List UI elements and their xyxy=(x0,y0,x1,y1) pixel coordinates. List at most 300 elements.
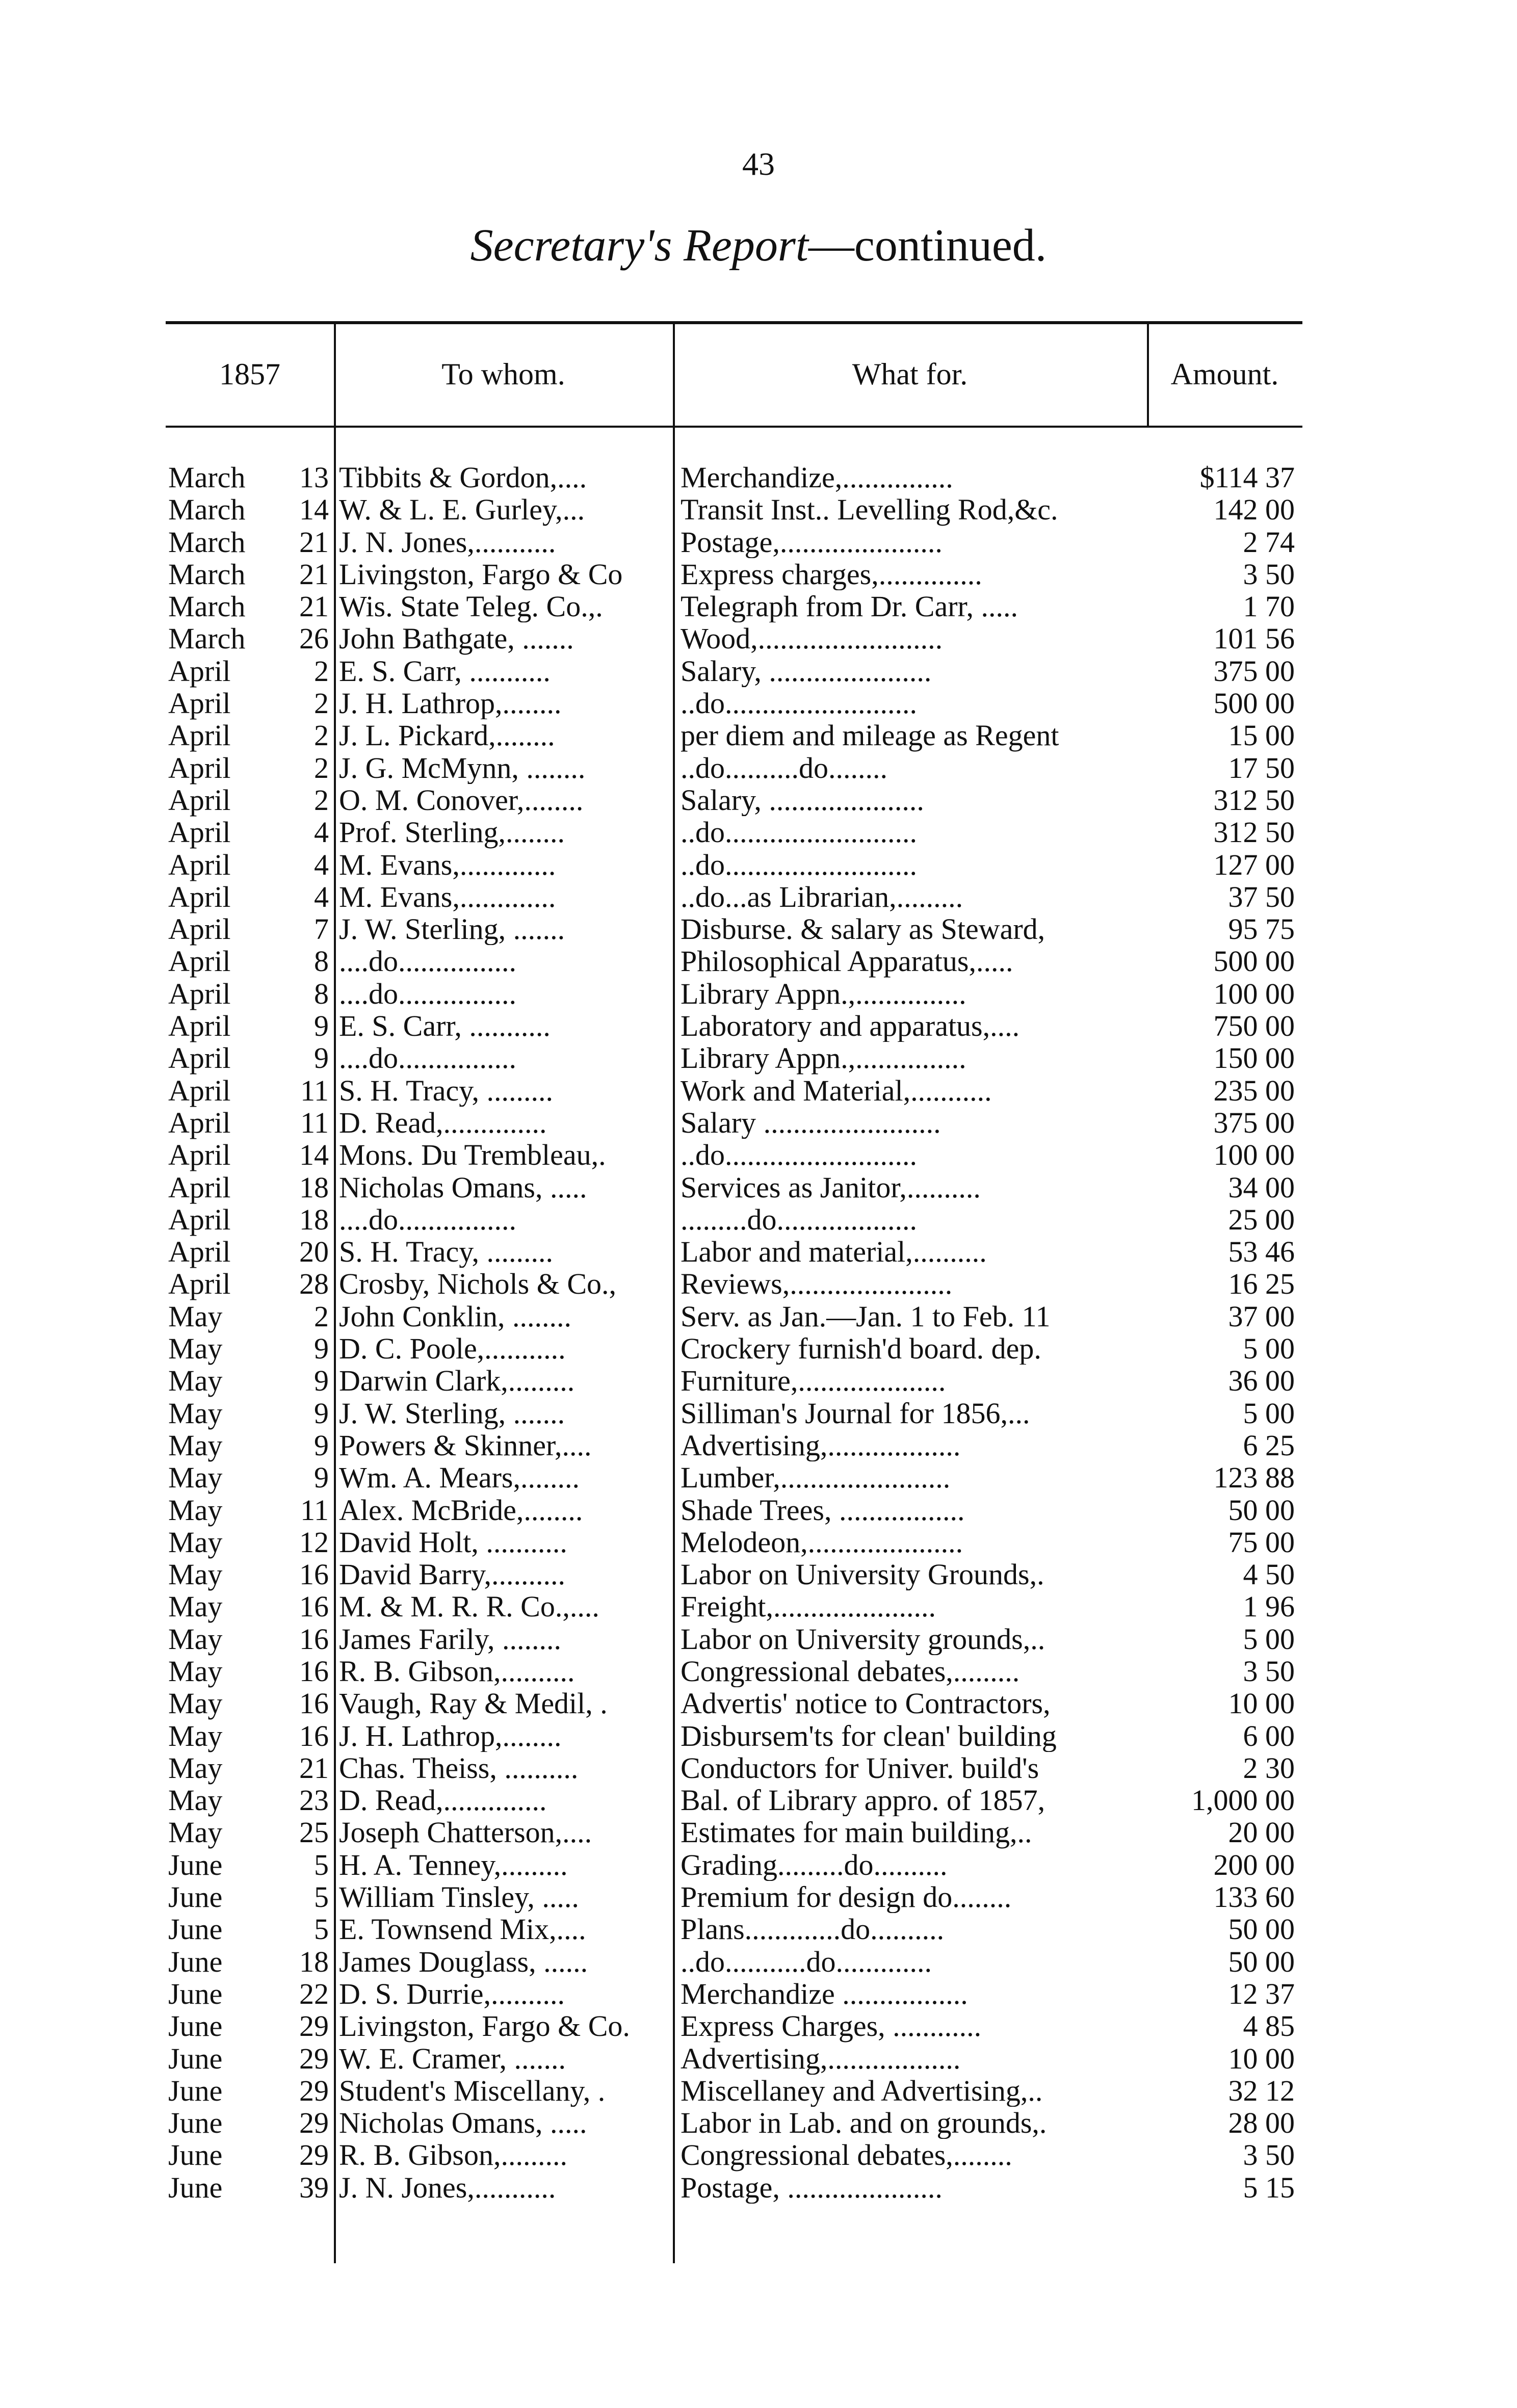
row-amount: 142 00 xyxy=(1213,493,1295,527)
row-what-for: ..do.......................... xyxy=(681,816,917,849)
row-month: April xyxy=(168,1106,231,1139)
table-row xyxy=(166,590,1302,622)
row-month: June xyxy=(168,2074,223,2107)
row-to-whom: E. S. Carr, ........... xyxy=(339,655,551,688)
row-what-for: Labor on University Grounds,. xyxy=(681,1558,1044,1591)
row-to-whom: M. & M. R. R. Co.,.... xyxy=(339,1590,599,1623)
row-month: May xyxy=(168,1525,223,1559)
row-day: 13 xyxy=(299,461,329,494)
table-body xyxy=(166,461,1302,2204)
row-to-whom: Livingston, Fargo & Co. xyxy=(339,2010,630,2043)
table-row xyxy=(166,1881,1302,1913)
row-what-for: Congressional debates,........ xyxy=(681,2139,1012,2171)
row-month: May xyxy=(168,1784,223,1817)
table-row xyxy=(166,1300,1302,1332)
row-amount: 50 00 xyxy=(1228,1913,1295,1946)
row-day: 9 xyxy=(314,1009,329,1043)
table-row xyxy=(166,881,1302,913)
row-month: May xyxy=(168,1364,223,1398)
row-day: 23 xyxy=(299,1784,329,1817)
table-row xyxy=(166,2010,1302,2042)
row-what-for: Lumber,....................... xyxy=(681,1461,951,1494)
row-amount: 15 00 xyxy=(1228,719,1295,752)
table-row xyxy=(166,719,1302,751)
row-month: May xyxy=(168,1622,223,1656)
row-to-whom: R. B. Gibson,.......... xyxy=(339,1655,575,1688)
row-month: May xyxy=(168,1558,223,1591)
row-to-whom: J. W. Sterling, ....... xyxy=(339,913,565,946)
row-to-whom: David Barry,.......... xyxy=(339,1558,566,1591)
row-what-for: Advertis' notice to Contractors, xyxy=(681,1687,1051,1720)
table-row xyxy=(166,1010,1302,1042)
row-what-for: Serv. as Jan.—Jan. 1 to Feb. 11 xyxy=(681,1300,1051,1333)
table-row xyxy=(166,816,1302,848)
row-amount: 75 00 xyxy=(1228,1525,1295,1559)
row-amount: 100 00 xyxy=(1213,1138,1295,1172)
row-what-for: Services as Janitor,.......... xyxy=(681,1171,981,1203)
row-what-for: Miscellaney and Advertising,.. xyxy=(681,2074,1043,2107)
row-what-for: Merchandize,............... xyxy=(681,461,953,494)
row-month: April xyxy=(168,1235,231,1269)
row-what-for: ..do..........do........ xyxy=(681,751,887,784)
table-row xyxy=(166,1236,1302,1268)
row-amount: 750 00 xyxy=(1213,1009,1295,1043)
row-month: March xyxy=(168,493,246,527)
row-what-for: ..do.......................... xyxy=(681,848,917,881)
row-month: May xyxy=(168,1493,223,1527)
row-what-for: Labor and material,.......... xyxy=(681,1236,987,1268)
table-row xyxy=(166,1752,1302,1784)
row-what-for: ..do.......................... xyxy=(681,1139,917,1171)
row-to-whom: M. Evans,............. xyxy=(339,880,556,913)
row-what-for: Crockery furnish'd board. dep. xyxy=(681,1332,1041,1365)
row-what-for: Laboratory and apparatus,.... xyxy=(681,1010,1020,1042)
table-row xyxy=(166,2171,1302,2204)
row-what-for: ..do...as Librarian,......... xyxy=(681,880,963,913)
row-to-whom: J. H. Lathrop,........ xyxy=(339,1719,562,1752)
row-month: May xyxy=(168,1396,223,1430)
row-amount: 6 00 xyxy=(1243,1719,1295,1752)
table-row xyxy=(166,1042,1302,1074)
table-row xyxy=(166,1816,1302,1848)
row-what-for: Postage, ..................... xyxy=(681,2171,943,2204)
row-month: May xyxy=(168,1816,223,1849)
row-day: 29 xyxy=(299,2074,329,2107)
row-month: April xyxy=(168,751,231,784)
row-to-whom: Student's Miscellany, . xyxy=(339,2074,606,2107)
row-to-whom: ....do................ xyxy=(339,1203,516,1236)
row-day: 11 xyxy=(300,1074,329,1107)
row-to-whom: Prof. Sterling,........ xyxy=(339,816,565,849)
row-what-for: Work and Material,........... xyxy=(681,1074,992,1107)
row-month: May xyxy=(168,1299,223,1333)
table-row xyxy=(166,1558,1302,1590)
row-to-whom: Powers & Skinner,.... xyxy=(339,1429,592,1462)
row-day: 2 xyxy=(314,687,329,720)
row-month: March xyxy=(168,557,246,591)
title-italic: Secretary's Report xyxy=(470,220,808,271)
header-year: 1857 xyxy=(219,357,280,391)
row-month: June xyxy=(168,1880,223,1914)
row-month: May xyxy=(168,1654,223,1688)
row-amount: 28 00 xyxy=(1228,2106,1295,2140)
row-what-for: Advertising,.................. xyxy=(681,1429,961,1462)
row-month: March xyxy=(168,461,246,494)
row-day: 29 xyxy=(299,2106,329,2140)
row-day: 16 xyxy=(299,1590,329,1624)
row-month: April xyxy=(168,912,231,946)
table-row xyxy=(166,2139,1302,2171)
row-to-whom: Alex. McBride,........ xyxy=(339,1494,583,1526)
page-title xyxy=(0,219,1517,272)
row-to-whom: D. Read,.............. xyxy=(339,1106,547,1139)
row-day: 16 xyxy=(299,1654,329,1688)
row-to-whom: James Douglass, ...... xyxy=(339,1945,588,1978)
row-day: 4 xyxy=(314,880,329,913)
row-what-for: Silliman's Journal for 1856,... xyxy=(681,1397,1030,1429)
row-what-for: Disburse. & salary as Steward, xyxy=(681,913,1045,946)
row-what-for: Express Charges, ............ xyxy=(681,2010,982,2043)
row-month: June xyxy=(168,1913,223,1946)
row-to-whom: ....do................ xyxy=(339,945,516,978)
row-day: 21 xyxy=(299,557,329,591)
table-row xyxy=(166,752,1302,784)
row-amount: 2 74 xyxy=(1243,525,1295,559)
row-month: April xyxy=(168,1267,231,1301)
row-to-whom: J. N. Jones,........... xyxy=(339,526,556,558)
row-to-whom: Nicholas Omans, ..... xyxy=(339,2107,587,2139)
row-to-whom: Chas. Theiss, .......... xyxy=(339,1751,579,1785)
row-amount: 100 00 xyxy=(1213,977,1295,1010)
row-day: 2 xyxy=(314,783,329,817)
table-row xyxy=(166,461,1302,493)
row-amount: $114 37 xyxy=(1199,461,1295,494)
row-to-whom: Wm. A. Mears,........ xyxy=(339,1461,580,1494)
row-what-for: Express charges,.............. xyxy=(681,558,982,591)
row-what-for: Plans.............do.......... xyxy=(681,1913,945,1946)
row-day: 26 xyxy=(299,622,329,656)
row-amount: 312 50 xyxy=(1213,783,1295,817)
table-row xyxy=(166,2107,1302,2139)
row-day: 2 xyxy=(314,719,329,752)
row-amount: 1,000 00 xyxy=(1191,1784,1295,1817)
table-row xyxy=(166,1075,1302,1107)
row-to-whom: Wis. State Teleg. Co.,. xyxy=(339,590,603,623)
row-month: June xyxy=(168,2009,223,2043)
row-day: 9 xyxy=(314,1364,329,1398)
row-month: June xyxy=(168,2170,223,2204)
row-day: 21 xyxy=(299,525,329,559)
table-row xyxy=(166,1526,1302,1558)
table-row xyxy=(166,978,1302,1010)
table-row xyxy=(166,1171,1302,1203)
row-what-for: Advertising,.................. xyxy=(681,2042,961,2075)
row-to-whom: Darwin Clark,......... xyxy=(339,1365,575,1397)
row-amount: 3 50 xyxy=(1243,1654,1295,1688)
row-what-for: Freight,...................... xyxy=(681,1590,936,1623)
table-row xyxy=(166,1203,1302,1236)
row-day: 18 xyxy=(299,1945,329,1978)
table-row xyxy=(166,1946,1302,1978)
row-day: 12 xyxy=(299,1525,329,1559)
row-amount: 16 25 xyxy=(1228,1267,1295,1301)
row-what-for: Disbursem'ts for clean' building xyxy=(681,1719,1057,1752)
table-row xyxy=(166,1720,1302,1752)
row-amount: 133 60 xyxy=(1213,1880,1295,1914)
row-what-for: ..do.......................... xyxy=(681,687,917,720)
row-amount: 200 00 xyxy=(1213,1848,1295,1881)
row-amount: 10 00 xyxy=(1228,1687,1295,1720)
row-day: 2 xyxy=(314,654,329,688)
row-what-for: Labor in Lab. and on grounds,. xyxy=(681,2107,1047,2139)
row-to-whom: ....do................ xyxy=(339,977,516,1010)
row-amount: 12 37 xyxy=(1228,1977,1295,2010)
row-amount: 375 00 xyxy=(1213,654,1295,688)
row-what-for: Reviews,...................... xyxy=(681,1268,953,1300)
row-day: 16 xyxy=(299,1719,329,1752)
row-what-for: Furniture,.................... xyxy=(681,1365,946,1397)
table-row xyxy=(166,1332,1302,1365)
row-to-whom: J. N. Jones,........... xyxy=(339,2171,556,2204)
table-row xyxy=(166,1590,1302,1622)
row-day: 14 xyxy=(299,1138,329,1172)
row-day: 2 xyxy=(314,751,329,784)
row-day: 5 xyxy=(314,1848,329,1881)
row-what-for: Shade Trees, ................. xyxy=(681,1494,965,1526)
table-row xyxy=(166,849,1302,881)
row-day: 4 xyxy=(314,816,329,849)
row-amount: 37 00 xyxy=(1228,1299,1295,1333)
row-to-whom: O. M. Conover,........ xyxy=(339,783,584,817)
row-month: April xyxy=(168,654,231,688)
row-to-whom: James Farily, ........ xyxy=(339,1622,562,1655)
title-continued: —continued. xyxy=(808,220,1047,271)
table-row xyxy=(166,1913,1302,1945)
row-amount: 20 00 xyxy=(1228,1816,1295,1849)
row-amount: 17 50 xyxy=(1228,751,1295,784)
row-day: 5 xyxy=(314,1880,329,1914)
table-row xyxy=(166,1268,1302,1300)
row-to-whom: Joseph Chatterson,.... xyxy=(339,1816,592,1849)
header-amount: Amount. xyxy=(1170,357,1279,391)
row-amount: 3 50 xyxy=(1243,2138,1295,2172)
row-month: June xyxy=(168,1848,223,1881)
row-day: 39 xyxy=(299,2170,329,2204)
row-what-for: Wood,......................... xyxy=(681,622,943,655)
row-to-whom: Mons. Du Trembleau,. xyxy=(339,1139,606,1171)
row-to-whom: S. H. Tracy, ......... xyxy=(339,1074,554,1107)
row-amount: 123 88 xyxy=(1213,1461,1295,1495)
row-amount: 1 96 xyxy=(1243,1590,1295,1624)
row-day: 21 xyxy=(299,590,329,623)
row-what-for: Telegraph from Dr. Carr, ..... xyxy=(681,590,1018,623)
row-amount: 312 50 xyxy=(1213,816,1295,849)
row-month: April xyxy=(168,977,231,1010)
row-month: April xyxy=(168,1074,231,1107)
table-row xyxy=(166,655,1302,687)
header-to-whom: To whom. xyxy=(441,357,565,391)
row-what-for: Melodeon,..................... xyxy=(681,1526,963,1559)
row-amount: 375 00 xyxy=(1213,1106,1295,1139)
row-day: 29 xyxy=(299,2041,329,2075)
row-month: June xyxy=(168,2041,223,2075)
row-amount: 2 30 xyxy=(1243,1751,1295,1785)
row-day: 20 xyxy=(299,1235,329,1269)
row-day: 9 xyxy=(314,1041,329,1075)
table-header-rule xyxy=(166,426,1302,428)
row-to-whom: John Bathgate, ....... xyxy=(339,622,574,655)
row-amount: 32 12 xyxy=(1228,2074,1295,2107)
row-what-for: Salary ........................ xyxy=(681,1106,941,1139)
row-day: 11 xyxy=(300,1493,329,1527)
row-to-whom: John Conklin, ........ xyxy=(339,1300,571,1333)
row-what-for: per diem and mileage as Regent xyxy=(681,719,1059,752)
row-amount: 53 46 xyxy=(1228,1235,1295,1269)
header-what-for: What for. xyxy=(852,357,968,391)
row-what-for: .........do................... xyxy=(681,1203,917,1236)
table-row xyxy=(166,1494,1302,1526)
table-row xyxy=(166,1623,1302,1655)
row-what-for: ..do...........do............. xyxy=(681,1945,932,1978)
row-to-whom: William Tinsley, ..... xyxy=(339,1881,579,1914)
table-row xyxy=(166,558,1302,590)
row-month: April xyxy=(168,1041,231,1075)
row-month: April xyxy=(168,719,231,752)
row-amount: 500 00 xyxy=(1213,687,1295,720)
row-day: 16 xyxy=(299,1687,329,1720)
row-to-whom: E. S. Carr, ........... xyxy=(339,1010,551,1042)
row-amount: 50 00 xyxy=(1228,1945,1295,1978)
row-month: May xyxy=(168,1461,223,1495)
table-row xyxy=(166,913,1302,945)
row-amount: 25 00 xyxy=(1228,1202,1295,1236)
row-day: 4 xyxy=(314,848,329,881)
row-month: April xyxy=(168,880,231,913)
table-row xyxy=(166,945,1302,977)
row-what-for: Conductors for Univer. build's xyxy=(681,1751,1039,1785)
row-what-for: Grading.........do.......... xyxy=(681,1848,948,1881)
row-day: 9 xyxy=(314,1332,329,1366)
row-to-whom: R. B. Gibson,......... xyxy=(339,2139,567,2171)
row-day: 8 xyxy=(314,977,329,1010)
row-amount: 127 00 xyxy=(1213,848,1295,881)
row-what-for: Library Appn.,............... xyxy=(681,977,966,1010)
row-month: April xyxy=(168,816,231,849)
row-amount: 235 00 xyxy=(1213,1074,1295,1107)
row-day: 7 xyxy=(314,912,329,946)
table-row xyxy=(166,1461,1302,1494)
row-month: April xyxy=(168,945,231,978)
row-to-whom: J. H. Lathrop,........ xyxy=(339,687,562,720)
row-what-for: Salary, ..................... xyxy=(681,783,924,817)
row-day: 16 xyxy=(299,1558,329,1591)
row-to-whom: E. Townsend Mix,.... xyxy=(339,1913,586,1946)
row-what-for: Estimates for main building,.. xyxy=(681,1816,1032,1849)
row-what-for: Bal. of Library appro. of 1857, xyxy=(681,1784,1045,1817)
row-month: May xyxy=(168,1332,223,1366)
row-month: April xyxy=(168,1009,231,1043)
row-to-whom: ....do................ xyxy=(339,1042,516,1075)
row-to-whom: Crosby, Nichols & Co., xyxy=(339,1268,617,1300)
row-what-for: Library Appn.,............... xyxy=(681,1042,966,1075)
row-day: 16 xyxy=(299,1622,329,1656)
row-to-whom: J. W. Sterling, ....... xyxy=(339,1397,565,1429)
row-month: April xyxy=(168,848,231,881)
row-to-whom: D. C. Poole,........... xyxy=(339,1332,566,1365)
table-row xyxy=(166,1655,1302,1687)
row-day: 2 xyxy=(314,1299,329,1333)
row-month: April xyxy=(168,1202,231,1236)
table-row xyxy=(166,2075,1302,2107)
row-day: 9 xyxy=(314,1396,329,1430)
table-row xyxy=(166,1139,1302,1171)
row-to-whom: J. L. Pickard,........ xyxy=(339,719,555,752)
row-to-whom: Nicholas Omans, ..... xyxy=(339,1171,587,1203)
table-row xyxy=(166,1849,1302,1881)
row-month: April xyxy=(168,1138,231,1172)
table-row xyxy=(166,1784,1302,1816)
row-amount: 101 56 xyxy=(1213,622,1295,656)
row-day: 9 xyxy=(314,1428,329,1462)
row-day: 14 xyxy=(299,493,329,527)
row-month: June xyxy=(168,2138,223,2172)
table-row xyxy=(166,2043,1302,2075)
row-what-for: Congressional debates,......... xyxy=(681,1655,1020,1688)
table-row xyxy=(166,1107,1302,1139)
row-day: 18 xyxy=(299,1170,329,1204)
row-day: 11 xyxy=(300,1106,329,1139)
row-what-for: Transit Inst.. Levelling Rod,&c. xyxy=(681,493,1058,526)
row-amount: 3 50 xyxy=(1243,557,1295,591)
row-day: 22 xyxy=(299,1977,329,2010)
row-amount: 5 15 xyxy=(1243,2170,1295,2204)
row-amount: 10 00 xyxy=(1228,2041,1295,2075)
row-what-for: Salary, ...................... xyxy=(681,655,932,688)
table-row xyxy=(166,622,1302,655)
row-month: May xyxy=(168,1428,223,1462)
row-month: May xyxy=(168,1687,223,1720)
table-top-rule xyxy=(166,321,1302,324)
row-day: 25 xyxy=(299,1816,329,1849)
row-month: April xyxy=(168,1170,231,1204)
table-row xyxy=(166,687,1302,719)
row-to-whom: Tibbits & Gordon,.... xyxy=(339,461,587,494)
row-what-for: Premium for design do........ xyxy=(681,1881,1012,1914)
table-row xyxy=(166,1397,1302,1429)
row-to-whom: S. H. Tracy, ......... xyxy=(339,1236,554,1268)
table-row xyxy=(166,1429,1302,1461)
row-amount: 6 25 xyxy=(1243,1428,1295,1462)
row-day: 21 xyxy=(299,1751,329,1785)
row-month: June xyxy=(168,2106,223,2140)
row-to-whom: D. Read,.............. xyxy=(339,1784,547,1817)
row-day: 28 xyxy=(299,1267,329,1301)
row-month: June xyxy=(168,1977,223,2010)
row-month: May xyxy=(168,1719,223,1752)
row-amount: 37 50 xyxy=(1228,880,1295,913)
row-what-for: Philosophical Apparatus,..... xyxy=(681,945,1013,978)
row-to-whom: M. Evans,............. xyxy=(339,848,556,881)
row-amount: 4 50 xyxy=(1243,1558,1295,1591)
row-to-whom: J. G. McMynn, ........ xyxy=(339,751,586,784)
row-to-whom: W. E. Cramer, ....... xyxy=(339,2042,566,2075)
row-month: May xyxy=(168,1751,223,1785)
page-number: 43 xyxy=(742,146,775,182)
row-month: May xyxy=(168,1590,223,1624)
table-row xyxy=(166,784,1302,816)
row-day: 18 xyxy=(299,1202,329,1236)
table-row xyxy=(166,1687,1302,1719)
